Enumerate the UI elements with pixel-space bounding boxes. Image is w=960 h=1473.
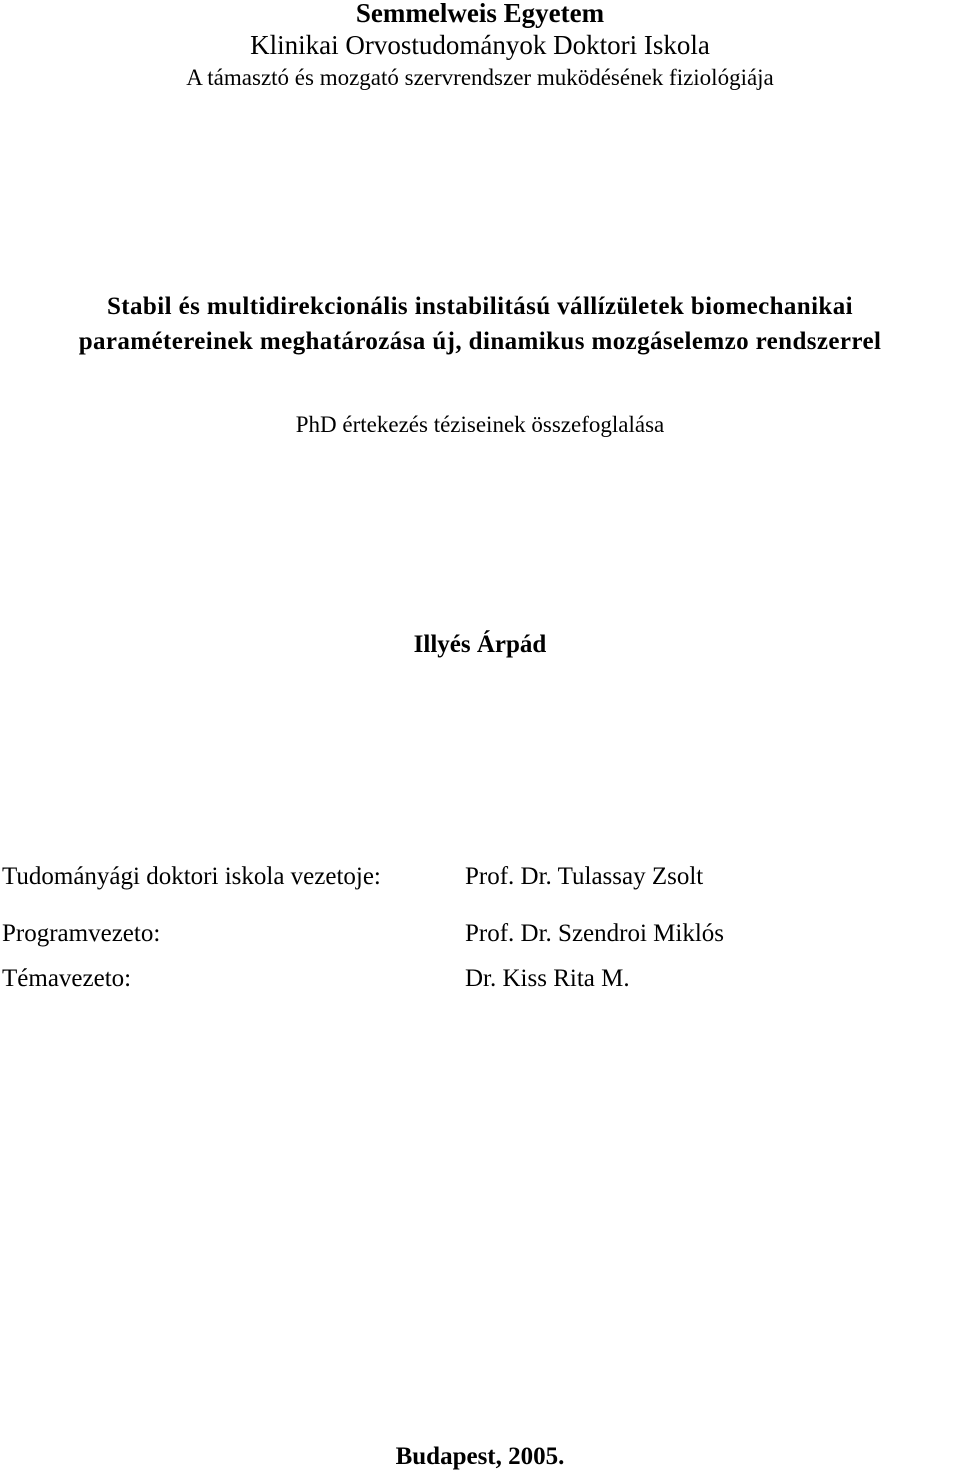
thesis-title-line-1: Stabil és multidirekcionális instabilitású vállízületek biomechanikai xyxy=(107,293,853,320)
committee-name-supervisor: Dr. Kiss Rita M. xyxy=(465,965,630,992)
committee-role-program-leader: Programvezeto: xyxy=(2,920,161,947)
committee-name-school-head: Prof. Dr. Tulassay Zsolt xyxy=(465,863,704,890)
committee-role-school-head: Tudományági doktori iskola vezetoje: xyxy=(2,863,381,890)
thesis-title-line-2: paramétereinek meghatározása új, dinamikus mozgáselemzo rendszerrel xyxy=(78,328,882,355)
place-and-year: Budapest, 2005. xyxy=(395,1443,565,1470)
committee-role-supervisor: Témavezeto: xyxy=(2,965,132,992)
program-name: A támasztó és mozgató szervrendszer muködésének fiziológiája xyxy=(186,65,774,90)
university-name: Semmelweis Egyetem xyxy=(355,0,605,28)
committee-name-program-leader: Prof. Dr. Szendroi Miklós xyxy=(465,920,725,947)
doctoral-school-name: Klinikai Orvostudományok Doktori Iskola xyxy=(250,30,710,60)
thesis-subtitle: PhD értekezés téziseinek összefoglalása xyxy=(295,412,665,437)
author-name: Illyés Árpád xyxy=(413,631,547,658)
